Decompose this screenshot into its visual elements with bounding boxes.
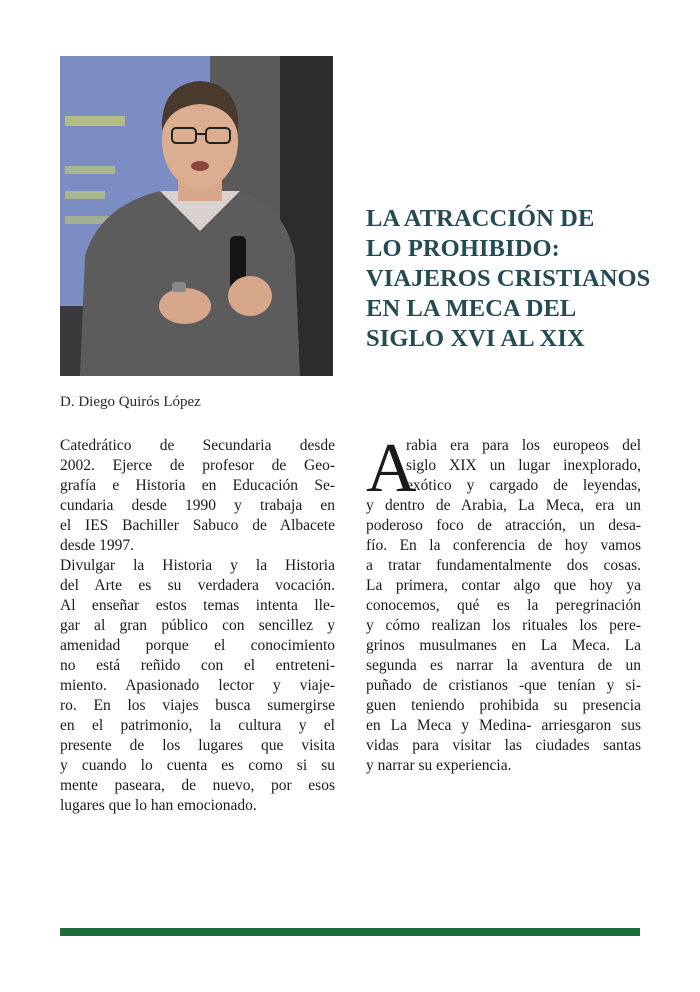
bio-line: Al enseñar estos temas intenta lle- (60, 597, 335, 614)
speaker-bio (60, 436, 335, 816)
article-line: y dentro de Arabia, La Meca, era un (366, 497, 641, 514)
title-line: VIAJEROS CRISTIANOS (366, 265, 651, 292)
article-line: exótico y cargado de leyendas, (406, 477, 641, 494)
article-body (366, 430, 641, 776)
bio-line: Catedrático de Secundaria desde (60, 437, 335, 454)
article-line: La primera, contar algo que hoy ya (366, 577, 641, 594)
drop-cap: A (366, 430, 417, 507)
article-line: conocemos, qué es la peregrinación (366, 597, 641, 614)
bio-line: grafía e Historia en Educación Se- (60, 477, 335, 494)
article-line: en La Meca y Medina- arriesgaron sus (366, 717, 641, 734)
article-line: y narrar su experiencia. (366, 757, 512, 774)
bio-line: el IES Bachiller Sabuco de Albacete (60, 517, 335, 534)
article-line: y cómo realizan los rituales los pere- (366, 617, 641, 634)
bio-line: lugares que lo han emocionado. (60, 797, 257, 814)
bio-line: miento. Apasionado lector y viaje- (60, 677, 335, 694)
speaker-name: D. Diego Quirós López (60, 394, 201, 410)
bio-line: presente de los lugares que visita (60, 737, 335, 754)
bio-line: en el patrimonio, la cultura y el (60, 717, 335, 734)
title-line: EN LA MECA DEL (366, 295, 577, 322)
article-line: siglo XIX un lugar inexplorado, (406, 457, 641, 474)
footer-bar (60, 928, 640, 936)
page-title (366, 204, 656, 354)
bio-line: no está reñido con el entreteni- (60, 657, 335, 674)
bio-line: amenidad porque el conocimiento (60, 637, 335, 654)
bio-line: del Arte es su verdadera vocación. (60, 577, 335, 594)
bio-line: mente paseara, de nuevo, por esos (60, 777, 335, 794)
article-line: fío. En la conferencia de hoy vamos (366, 537, 641, 554)
bio-line: 2002. Ejerce de profesor de Geo- (60, 457, 335, 474)
article-line: poderoso foco de atracción, un desa- (366, 517, 641, 534)
article-line: a tratar fundamentalmente dos cosas. (366, 557, 641, 574)
bio-line: Divulgar la Historia y la Historia (60, 557, 335, 574)
article-line: segunda es narrar la aventura de un (366, 657, 641, 674)
article-line: puñado de cristianos -que tenían y si- (366, 677, 641, 694)
article-line: grinos musulmanes en La Meca. La (366, 637, 641, 654)
article-line: rabia era para los europeos del (406, 437, 641, 454)
speaker-photo (60, 56, 333, 376)
bio-line: cundaria desde 1990 y trabaja en (60, 497, 335, 514)
bio-line: desde 1997. (60, 537, 135, 554)
title-line: LA ATRACCIÓN DE (366, 205, 595, 232)
bio-line: gar al gran público con sencillez y (60, 617, 335, 634)
title-line: LO PROHIBIDO: (366, 235, 560, 262)
article-line: guen teniendo prohibida su presencia (366, 697, 641, 714)
title-line: SIGLO XVI AL XIX (366, 325, 585, 352)
bio-line: y cuando lo cuenta es como si su (60, 757, 335, 774)
article-line: vidas para visitar las ciudades santas (366, 737, 641, 754)
bio-line: ro. En los viajes busca sumergirse (60, 697, 335, 714)
